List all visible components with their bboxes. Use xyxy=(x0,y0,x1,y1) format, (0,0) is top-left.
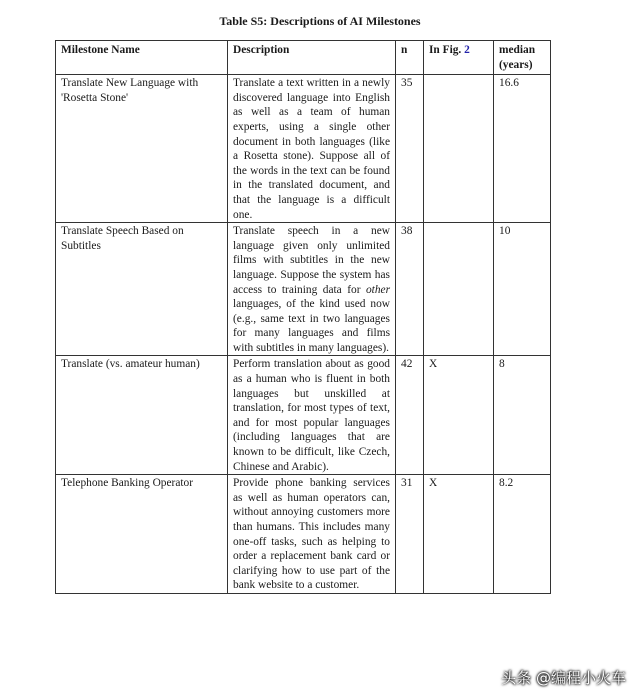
milestone-name-cell: Telephone Banking Operator xyxy=(56,475,228,594)
cropped-header-text xyxy=(56,0,356,4)
median-cell: 16.6 xyxy=(494,75,551,223)
table-row xyxy=(56,75,551,223)
header-milestone-name: Milestone Name xyxy=(56,41,228,75)
milestone-name-cell: Translate (vs. amateur human) xyxy=(56,356,228,475)
n-cell: 38 xyxy=(396,223,424,356)
in-fig-cell xyxy=(424,223,494,356)
header-in-fig xyxy=(424,41,494,75)
in-fig-cell: X xyxy=(424,356,494,475)
n-cell: 31 xyxy=(396,475,424,594)
median-cell: 10 xyxy=(494,223,551,356)
table-header-row xyxy=(56,41,551,75)
header-in-fig-label: In Fig. xyxy=(429,44,462,56)
table-row xyxy=(56,223,551,356)
description-cell xyxy=(228,223,396,356)
table-row xyxy=(56,475,551,594)
median-cell: 8.2 xyxy=(494,475,551,594)
description-text: languages, of the kind used now (e.g., same text in two languages for many languages and films with subtitles in many languages). xyxy=(233,298,390,354)
milestones-table xyxy=(55,40,551,594)
table-row xyxy=(56,356,551,475)
table-caption: Table S5: Descriptions of AI Milestones xyxy=(219,14,421,28)
in-fig-cell: X xyxy=(424,475,494,594)
header-median-unit: (years) xyxy=(499,58,533,71)
description-cell: Translate a text written in a newly discovered language into English as well as a team of human experts, using a single other document in both languages (like a Rosetta stone). Suppose all of the words in the text can be found in the translated document, and that the language is a difficult one. xyxy=(228,75,396,223)
description-text: Translate speech in a new language given only unlimited films with subtitles in the new language. Suppose the system has access to training data for xyxy=(233,225,390,296)
figure-reference-link[interactable]: 2 xyxy=(464,44,470,56)
header-n: n xyxy=(396,41,424,75)
n-cell: 42 xyxy=(396,356,424,475)
watermark: 头条 @编程小火车 xyxy=(501,669,626,687)
header-median xyxy=(494,41,551,75)
description-cell: Provide phone banking services as well as human operators can, without annoying customers more than humans. This includes many one-off tasks, such as helping to order a replacement bank card or clarifying how to use part of the bank website to a customer. xyxy=(228,475,396,594)
description-emphasis: other xyxy=(365,283,390,296)
milestone-name-cell: Translate Speech Based on Subtitles xyxy=(56,223,228,356)
n-cell: 35 xyxy=(396,75,424,223)
median-cell: 8 xyxy=(494,356,551,475)
milestone-name-cell: Translate New Language with 'Rosetta Stone' xyxy=(56,75,228,223)
in-fig-cell xyxy=(424,75,494,223)
description-cell: Perform translation about as good as a human who is fluent in both languages but unskilled at translation, for most types of text, and for most popular languages (including languages that are known to be difficult, like Czech, Chinese and Arabic). xyxy=(228,356,396,475)
header-description: Description xyxy=(228,41,396,75)
header-median-label: median xyxy=(499,44,536,56)
